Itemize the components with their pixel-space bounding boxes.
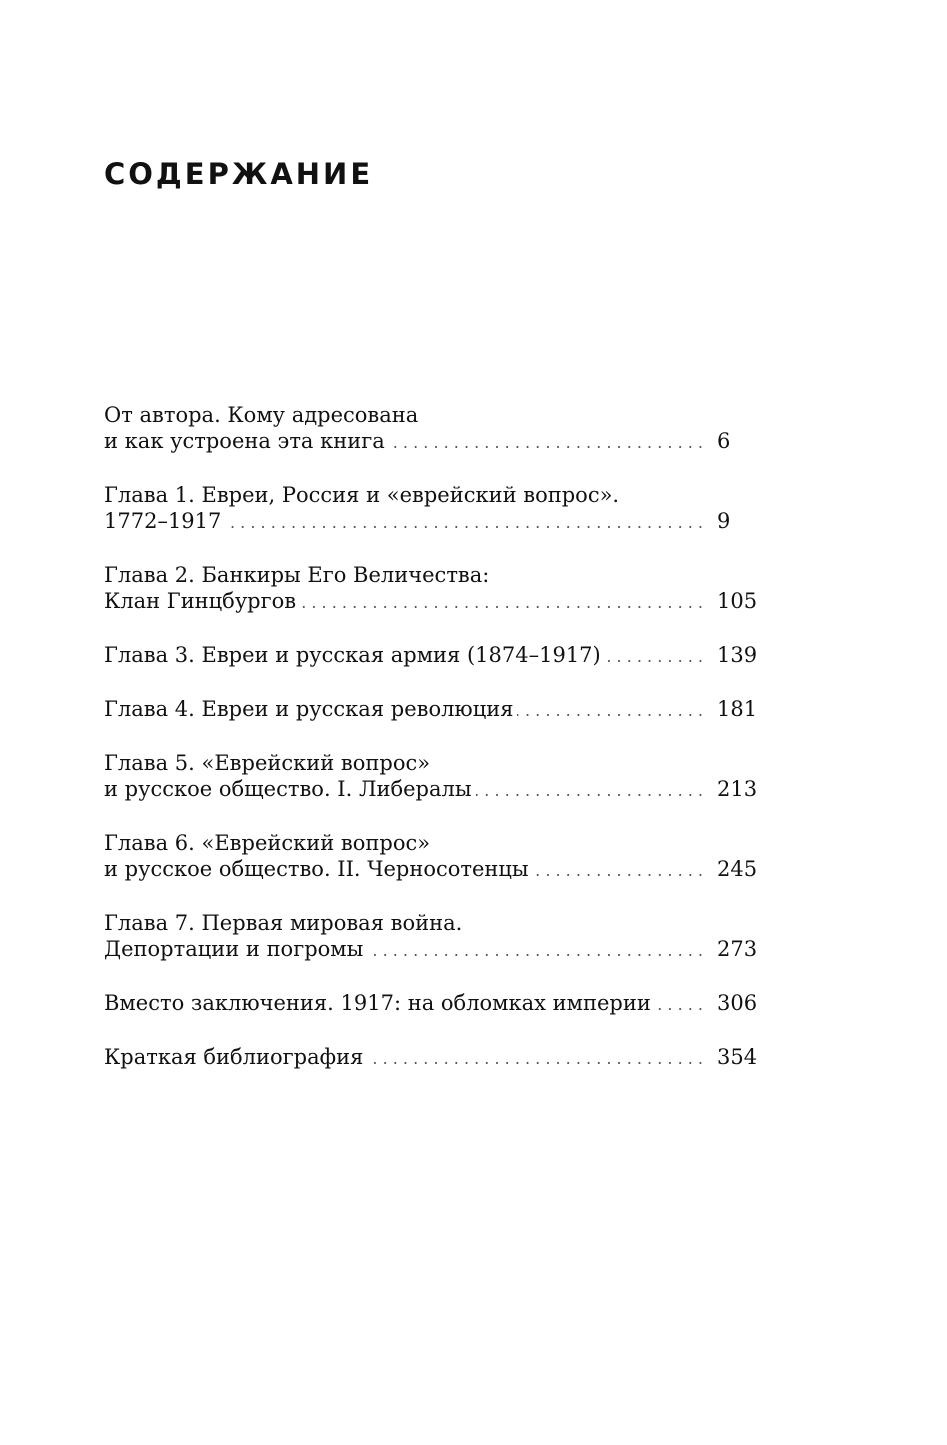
toc-entry-title: Глава 4. Евреи и русская революция: [104, 697, 514, 721]
toc-entry-title-line2: 1772–1917: [104, 509, 222, 533]
toc-page-number: 181: [717, 697, 758, 721]
dot-leader: [367, 1046, 703, 1072]
dot-leader: [655, 992, 703, 1018]
table-of-contents: [104, 402, 759, 1098]
toc-entry-title-line1: Глава 7. Первая мировая война.: [104, 911, 463, 935]
toc-entry-chapter-6[interactable]: [104, 830, 759, 884]
dot-leader: [533, 858, 703, 884]
toc-page-number: 9: [717, 509, 731, 533]
toc-page-number: 306: [717, 991, 758, 1015]
toc-entry-title: Глава 3. Евреи и русская армия (1874–1917): [104, 643, 601, 667]
toc-entry-conclusion[interactable]: [104, 990, 759, 1018]
toc-page-number: 273: [717, 937, 758, 961]
toc-entry-title-line2: и русское общество. II. Черносотенцы: [104, 857, 529, 881]
toc-entry-title: Краткая библиография: [104, 1045, 364, 1069]
dot-leader: [225, 510, 703, 536]
dot-leader: [389, 430, 703, 456]
toc-entry-title-line1: Глава 1. Евреи, Россия и «еврейский вопрос».: [104, 483, 620, 507]
dot-leader: [605, 644, 703, 670]
toc-page-number: 105: [717, 589, 758, 613]
dot-leader: [300, 590, 703, 616]
toc-page-number: 213: [717, 777, 758, 801]
toc-entry-chapter-2[interactable]: [104, 562, 759, 616]
toc-entry-title-line2: Депортации и погромы: [104, 937, 364, 961]
toc-page-number: 6: [717, 429, 731, 453]
toc-entry-title-line1: Глава 6. «Еврейский вопрос»: [104, 831, 431, 855]
toc-entry-chapter-7[interactable]: [104, 910, 759, 964]
toc-entry-title-line2: Клан Гинцбургов: [104, 589, 297, 613]
toc-entry-chapter-1[interactable]: [104, 482, 759, 536]
toc-entry-title-line1: Глава 2. Банкиры Его Величества:: [104, 563, 490, 587]
toc-entry-chapter-3[interactable]: [104, 642, 759, 670]
toc-entry-title-line2: и русское общество. I. Либералы: [104, 777, 472, 801]
toc-entry-bibliography[interactable]: [104, 1044, 759, 1072]
toc-entry-foreword[interactable]: [104, 402, 759, 456]
toc-page-number: 354: [717, 1045, 758, 1069]
page-title: СОДЕРЖАНИЕ: [104, 157, 374, 191]
toc-entry-title-line2: и как устроена эта книга: [104, 429, 385, 453]
toc-entry-title: Вместо заключения. 1917: на обломках империи: [104, 991, 651, 1015]
toc-page-number: 245: [717, 857, 758, 881]
dot-leader: [476, 778, 703, 804]
dot-leader: [517, 698, 703, 724]
toc-entry-title-line1: Глава 5. «Еврейский вопрос»: [104, 751, 431, 775]
toc-page-number: 139: [717, 643, 758, 667]
toc-entry-title-line1: От автора. Кому адресована: [104, 403, 419, 427]
toc-entry-chapter-4[interactable]: [104, 696, 759, 724]
dot-leader: [367, 938, 703, 964]
toc-entry-chapter-5[interactable]: [104, 750, 759, 804]
